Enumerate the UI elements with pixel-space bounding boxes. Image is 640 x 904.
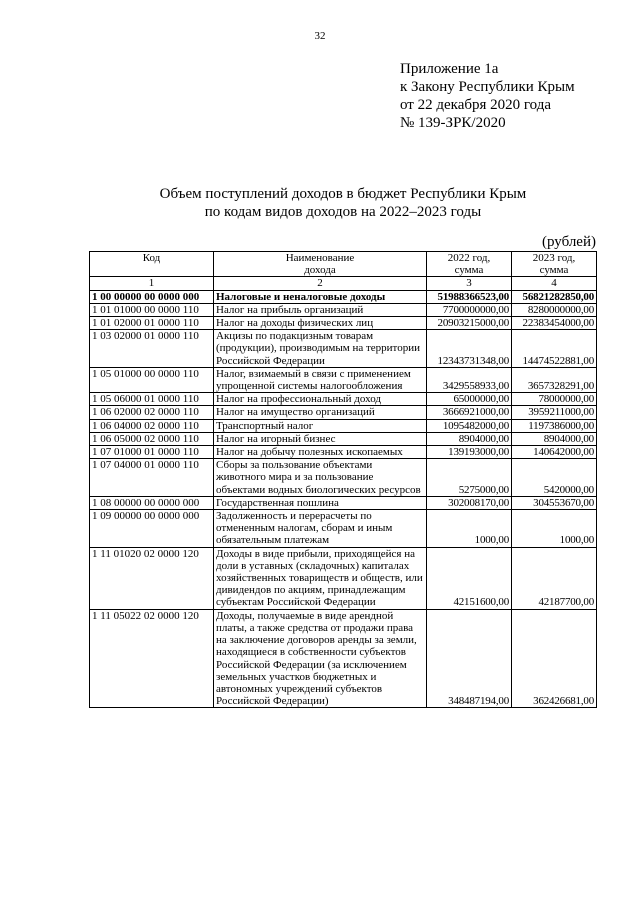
row-value-2023: 1197386000,00 bbox=[512, 419, 597, 432]
row-code: 1 05 01000 00 0000 110 bbox=[90, 367, 214, 392]
row-name: Налог, взимаемый в связи с применением упрощенной системы налогообложения bbox=[214, 367, 427, 392]
row-code: 1 05 06000 01 0000 110 bbox=[90, 393, 214, 406]
row-code: 1 11 01020 02 0000 120 bbox=[90, 547, 214, 609]
row-name: Сборы за пользование объектами животного мира и за пользование объектами водных биологических ресурсов bbox=[214, 459, 427, 497]
table-row bbox=[90, 510, 597, 548]
row-value-2022: 302008170,00 bbox=[427, 496, 512, 509]
row-name: Доходы в виде прибыли, приходящейся на доли в уставных (складочных) капиталах хозяйственных товариществ и обществ, или дивидендов по акциям, принадлежащим субъектам Российской Федерации bbox=[214, 547, 427, 609]
row-value-2023: 362426681,00 bbox=[512, 609, 597, 708]
table-row bbox=[90, 406, 597, 419]
header-2023: 2023 год, сумма bbox=[512, 252, 597, 277]
header-row bbox=[90, 252, 597, 277]
row-value-2022: 7700000000,00 bbox=[427, 303, 512, 316]
row-code: 1 11 05022 02 0000 120 bbox=[90, 609, 214, 708]
row-name: Налог на профессиональный доход bbox=[214, 393, 427, 406]
row-name: Налог на игорный бизнес bbox=[214, 432, 427, 445]
row-value-2023: 14474522881,00 bbox=[512, 330, 597, 368]
appendix-line: к Закону Республики Крым bbox=[400, 79, 575, 95]
table-row bbox=[90, 367, 597, 392]
row-code: 1 01 01000 00 0000 110 bbox=[90, 303, 214, 316]
page-number: 32 bbox=[314, 30, 326, 42]
revenue-table bbox=[89, 251, 597, 708]
row-code: 1 03 02000 01 0000 110 bbox=[90, 330, 214, 368]
row-name: Налог на прибыль организаций bbox=[214, 303, 427, 316]
header-name: Наименование дохода bbox=[214, 252, 427, 277]
row-value-2022: 348487194,00 bbox=[427, 609, 512, 708]
row-value-2023: 3959211000,00 bbox=[512, 406, 597, 419]
row-value-2023: 8904000,00 bbox=[512, 432, 597, 445]
row-value-2023: 22383454000,00 bbox=[512, 317, 597, 330]
table-row bbox=[90, 547, 597, 609]
table-body bbox=[90, 290, 597, 708]
row-code: 1 07 01000 01 0000 110 bbox=[90, 446, 214, 459]
row-value-2023: 3657328291,00 bbox=[512, 367, 597, 392]
row-name: Задолженность и перерасчеты по отмененным налогам, сборам и иным обязательным платежам bbox=[214, 510, 427, 548]
row-value-2022: 5275000,00 bbox=[427, 459, 512, 497]
row-value-2023: 1000,00 bbox=[512, 510, 597, 548]
table-row bbox=[90, 393, 597, 406]
header-2022: 2022 год, сумма bbox=[427, 252, 512, 277]
row-code: 1 06 02000 02 0000 110 bbox=[90, 406, 214, 419]
appendix-line: Приложение 1а bbox=[400, 61, 499, 77]
row-value-2023: 78000000,00 bbox=[512, 393, 597, 406]
table-row bbox=[90, 330, 597, 368]
row-value-2022: 12343731348,00 bbox=[427, 330, 512, 368]
row-name: Транспортный налог bbox=[214, 419, 427, 432]
row-code: 1 06 04000 02 0000 110 bbox=[90, 419, 214, 432]
header-code: Код bbox=[90, 252, 214, 277]
row-value-2023: 5420000,00 bbox=[512, 459, 597, 497]
row-name: Акцизы по подакцизным товарам (продукции), производимым на территории Российской Федерации bbox=[214, 330, 427, 368]
row-name: Налог на имущество организаций bbox=[214, 406, 427, 419]
row-value-2023: 56821282850,00 bbox=[512, 290, 597, 303]
row-code: 1 08 00000 00 0000 000 bbox=[90, 496, 214, 509]
appendix-line: № 139-ЗРК/2020 bbox=[400, 115, 506, 131]
document-title bbox=[0, 185, 640, 221]
table-row bbox=[90, 446, 597, 459]
row-name: Государственная пошлина bbox=[214, 496, 427, 509]
table-row bbox=[90, 290, 597, 303]
row-value-2022: 1000,00 bbox=[427, 510, 512, 548]
row-value-2022: 139193000,00 bbox=[427, 446, 512, 459]
row-name: Доходы, получаемые в виде арендной платы, а также средства от продажи права на заключение договоров аренды за земли, находящиеся в собственности субъектов Российской Федерации (за исключением земельных участков бюджетных и автономных учреждений субъектов Российской Федерации) bbox=[214, 609, 427, 708]
units-label: (рублей) bbox=[541, 234, 596, 250]
row-value-2022: 65000000,00 bbox=[427, 393, 512, 406]
row-value-2022: 51988366523,00 bbox=[427, 290, 512, 303]
table-row bbox=[90, 609, 597, 708]
row-value-2022: 3666921000,00 bbox=[427, 406, 512, 419]
row-value-2023: 42187700,00 bbox=[512, 547, 597, 609]
appendix-reference bbox=[400, 60, 575, 132]
row-value-2023: 304553670,00 bbox=[512, 496, 597, 509]
row-value-2022: 20903215000,00 bbox=[427, 317, 512, 330]
column-number: 4 bbox=[512, 277, 597, 290]
appendix-line: от 22 декабря 2020 года bbox=[400, 97, 552, 113]
row-code: 1 09 00000 00 0000 000 bbox=[90, 510, 214, 548]
row-value-2022: 42151600,00 bbox=[427, 547, 512, 609]
row-code: 1 01 02000 01 0000 110 bbox=[90, 317, 214, 330]
title-line: Объем поступлений доходов в бюджет Республики Крым bbox=[159, 186, 527, 202]
row-code: 1 07 04000 01 0000 110 bbox=[90, 459, 214, 497]
table-row bbox=[90, 419, 597, 432]
row-value-2022: 3429558933,00 bbox=[427, 367, 512, 392]
table-row bbox=[90, 317, 597, 330]
row-name: Налог на добычу полезных ископаемых bbox=[214, 446, 427, 459]
table-row bbox=[90, 432, 597, 445]
column-number: 1 bbox=[90, 277, 214, 290]
row-name: Налоговые и неналоговые доходы bbox=[214, 290, 427, 303]
row-name: Налог на доходы физических лиц bbox=[214, 317, 427, 330]
column-number: 3 bbox=[427, 277, 512, 290]
row-code: 1 00 00000 00 0000 000 bbox=[90, 290, 214, 303]
title-line: по кодам видов доходов на 2022–2023 годы bbox=[204, 204, 482, 220]
column-number-row bbox=[90, 277, 597, 290]
table-row bbox=[90, 459, 597, 497]
column-number: 2 bbox=[214, 277, 427, 290]
row-value-2022: 1095482000,00 bbox=[427, 419, 512, 432]
row-value-2022: 8904000,00 bbox=[427, 432, 512, 445]
table-row bbox=[90, 496, 597, 509]
table-row bbox=[90, 303, 597, 316]
row-value-2023: 8280000000,00 bbox=[512, 303, 597, 316]
row-value-2023: 140642000,00 bbox=[512, 446, 597, 459]
row-code: 1 06 05000 02 0000 110 bbox=[90, 432, 214, 445]
